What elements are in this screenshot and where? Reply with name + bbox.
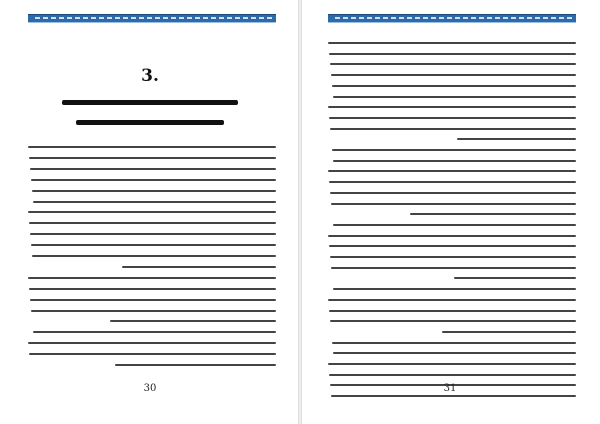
text-line <box>28 146 276 148</box>
text-line <box>332 342 576 344</box>
text-line <box>328 106 576 108</box>
text-line <box>331 267 576 269</box>
text-line <box>329 53 576 55</box>
text-line <box>29 222 276 224</box>
text-line <box>30 233 276 235</box>
text-line <box>332 85 576 87</box>
running-header <box>28 14 276 23</box>
text-line <box>29 353 276 355</box>
text-line <box>31 179 276 181</box>
text-line <box>328 170 576 172</box>
text-line <box>329 117 576 119</box>
text-line <box>328 299 576 301</box>
text-line <box>32 255 276 257</box>
text-line <box>32 190 276 192</box>
text-line <box>33 201 276 203</box>
book-gutter <box>298 0 302 424</box>
heading-line <box>76 120 224 125</box>
text-line <box>122 266 276 268</box>
text-line <box>333 288 576 290</box>
text-line <box>115 364 276 366</box>
text-line <box>333 160 576 162</box>
text-line <box>328 363 576 365</box>
left-page <box>4 0 296 424</box>
page-number: 31 <box>443 383 457 394</box>
text-line <box>331 395 576 397</box>
text-line <box>329 310 576 312</box>
text-line <box>330 256 576 258</box>
heading-line <box>62 100 238 105</box>
text-line <box>28 277 276 279</box>
text-line <box>33 331 276 333</box>
text-line <box>31 244 276 246</box>
text-line <box>28 211 276 213</box>
text-line <box>330 320 576 322</box>
text-line <box>330 128 576 130</box>
text-line <box>30 168 276 170</box>
text-line <box>329 181 576 183</box>
text-line <box>442 331 576 333</box>
text-line <box>328 235 576 237</box>
text-line <box>29 288 276 290</box>
text-line <box>330 192 576 194</box>
text-line <box>30 299 276 301</box>
text-line <box>28 342 276 344</box>
text-line <box>454 277 576 279</box>
chapter-number: 3. <box>141 66 159 86</box>
text-line <box>29 157 276 159</box>
text-line <box>333 224 576 226</box>
text-line <box>31 310 276 312</box>
text-line <box>333 96 576 98</box>
text-line <box>329 374 576 376</box>
page-number: 30 <box>143 383 157 394</box>
text-line <box>457 138 576 140</box>
text-line <box>410 213 576 215</box>
text-line <box>333 352 576 354</box>
text-line <box>331 74 576 76</box>
text-line <box>329 245 576 247</box>
text-line <box>332 149 576 151</box>
text-line <box>330 63 576 65</box>
text-line <box>110 320 276 322</box>
right-page <box>304 0 596 424</box>
text-line <box>331 203 576 205</box>
running-header <box>328 14 576 23</box>
text-line <box>328 42 576 44</box>
